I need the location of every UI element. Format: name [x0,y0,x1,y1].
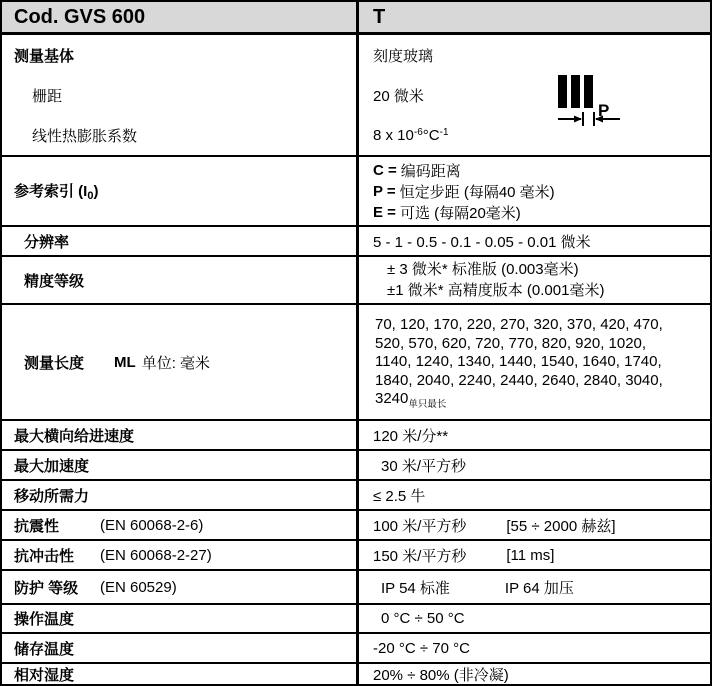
row-vibration-resistance [2,511,710,541]
storage-temperature-value: -20 °C ÷ 70 °C [373,639,470,657]
reference-index-subscript: 0 [87,190,94,202]
measuring-length-note: 单只最长 [408,399,447,410]
measuring-base-values [359,35,710,155]
reference-option-e [359,202,710,223]
reference-option-p-key: P = [373,182,396,200]
pitch-label: 栅距 [32,87,63,105]
row-max-acceleration [2,451,710,481]
row-measuring-length [2,305,710,421]
row-required-force [2,481,710,511]
product-code-header: Cod. GVS 600 [2,2,359,32]
protection-ip64-value: IP 64 加压 [504,579,574,597]
resolution-value: 5 - 1 - 0.5 - 0.1 - 0.05 - 0.01 微米 [373,233,591,251]
relative-humidity-label: 相对湿度 [14,666,75,684]
operating-temperature-value: 0 °C ÷ 50 °C [381,610,465,627]
expansion-unit-exponent: -1 [439,126,449,138]
reference-option-e-text: 可选 (每隔20毫米) [399,204,521,222]
required-force-value: ≤ 2.5 牛 [373,487,426,505]
max-speed-label: 最大横向给进速度 [14,427,135,445]
expansion-label: 线性热膨胀系数 [32,127,138,145]
expansion-exponent: -6 [413,126,423,138]
row-protection-rating [2,571,710,605]
measuring-length-value-cell [359,305,710,419]
row-max-speed [2,421,710,451]
vibration-frequency-range: [55 ÷ 2000 赫兹] [506,517,616,535]
row-resolution [2,227,710,257]
measuring-length-unit: 单位: 毫米 [141,354,211,372]
measuring-base-label: 测量基体 [14,47,75,65]
shock-duration: [11 ms] [506,546,555,564]
row-shock-resistance [2,541,710,571]
grating-pitch-icon [556,75,622,134]
reference-index-value-cell [359,157,710,225]
reference-option-p [359,181,710,202]
measuring-base-value: 刻度玻璃 [373,47,434,65]
row-relative-humidity [2,664,710,684]
row-accuracy [2,257,710,305]
max-speed-value: 120 米/分** [373,427,449,445]
measuring-length-label-cell [2,305,359,419]
column-header: T [373,5,386,28]
expansion-base: 8 x 10 [373,126,414,144]
protection-ip54-value: IP 54 标准 [381,579,450,597]
accuracy-standard-line: ± 3 微米* 标准版 (0.003毫米) [387,261,579,278]
measuring-length-values [359,305,710,415]
reference-index-label-end: ) [93,183,99,200]
shock-value: 150 米/平方秒 [373,547,467,565]
max-acceleration-value: 30 米/平方秒 [381,457,467,475]
vibration-standard: (EN 60068-2-6) [100,516,204,534]
expansion-value [373,127,449,144]
vibration-label: 抗震性 [14,517,60,535]
resolution-label: 分辨率 [24,233,70,251]
pitch-value: 20 微米 [373,87,424,105]
operating-temperature-label: 操作温度 [14,611,75,628]
vibration-value: 100 米/平方秒 [373,517,467,535]
reference-index-label-start: 参考索引 (I [14,183,88,200]
row-reference-index [2,157,710,227]
accuracy-label: 精度等级 [24,272,85,290]
reference-index-label-cell [2,157,359,225]
required-force-label: 移动所需力 [14,487,90,505]
shock-label: 抗冲击性 [14,547,75,565]
accuracy-high-precision-line: ±1 微米* 高精度版本 (0.001毫米) [387,282,605,299]
protection-label: 防护 等级 [14,579,79,597]
accuracy-value-cell [359,257,710,303]
storage-temperature-label: 储存温度 [14,640,75,658]
protection-standard: (EN 60529) [100,578,177,596]
measuring-base-labels [2,35,359,155]
row-operating-temperature [2,605,710,634]
reference-option-c-key: C = [373,161,397,179]
pitch-icon-p-label: P [598,101,610,120]
max-acceleration-label: 最大加速度 [14,457,90,475]
measuring-length-list: 70, 120, 170, 220, 270, 320, 370, 420, 470, 520, 570, 620, 720, 770, 820, 920, 1020, 1140, 1240, 1340, 1440, 1540, 1640, 1740, 1840, 2040, 2240, 2440, 2640, 2840, 3040, 3240 [375,316,663,407]
measuring-length-ml: ML [114,353,136,371]
shock-standard: (EN 60068-2-27) [100,546,212,564]
reference-option-e-key: E = [373,203,396,221]
row-measuring-base [2,35,710,157]
reference-option-p-text: 恒定步距 (每隔40 毫米) [399,183,555,201]
relative-humidity-value: 20% ÷ 80% (非冷凝) [373,666,509,684]
table-header-row [2,2,710,35]
measuring-length-label: 测量长度 [24,354,85,372]
reference-index-label [14,180,98,202]
reference-option-c-text: 编码距离 [400,162,461,180]
row-storage-temperature [2,634,710,664]
expansion-unit: °C [422,126,440,144]
reference-option-c [359,160,710,181]
